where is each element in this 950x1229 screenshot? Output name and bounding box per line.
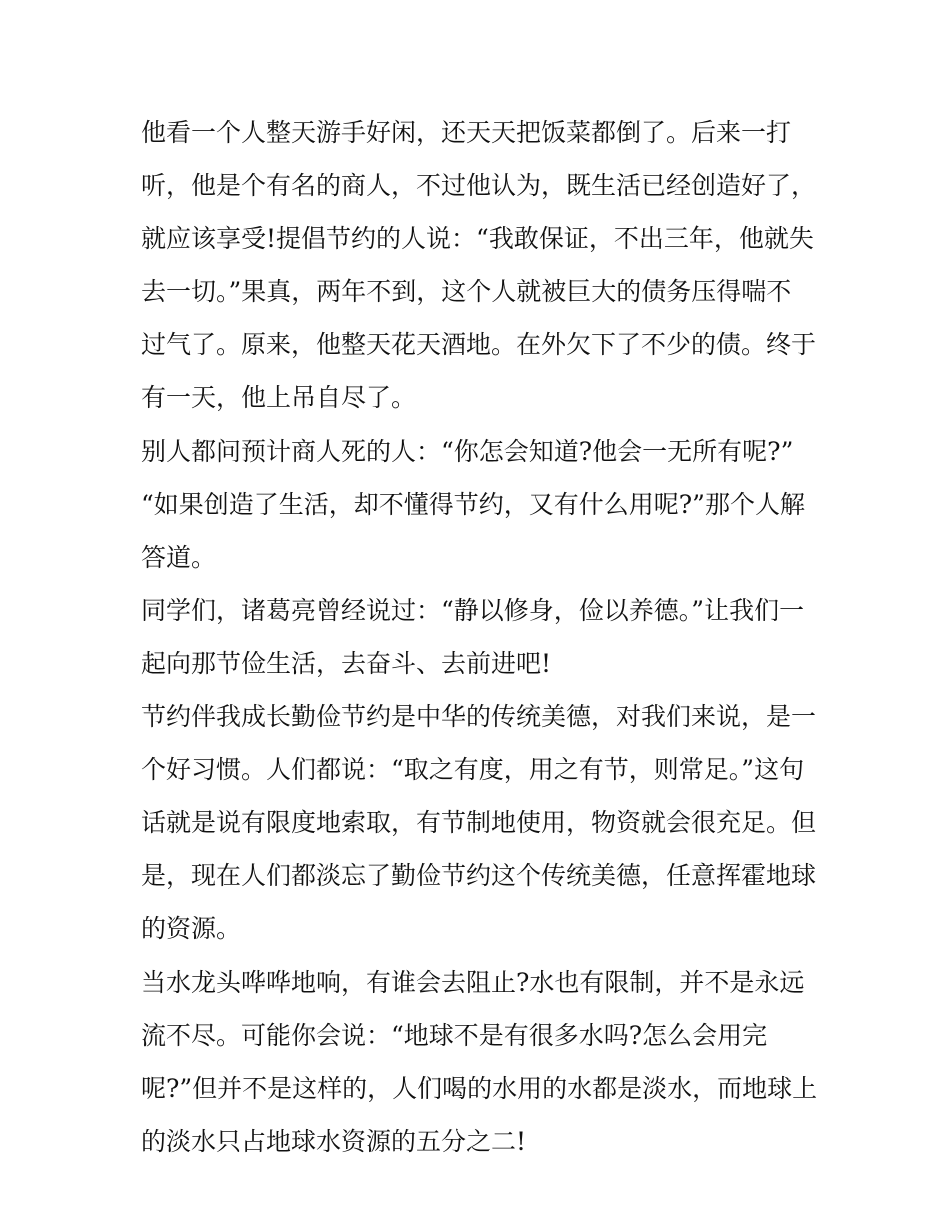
text-line: 当水龙头哗哗地响，有谁会去阻止?水也有限制，并不是永远: [141, 967, 805, 997]
text-line: 起向那节俭生活，去奋斗、去前进吧!: [141, 648, 552, 678]
text-line: 流不尽。可能你会说：“地球不是有很多水吗?怎么会用完: [141, 1020, 768, 1050]
text-line: 有一天，他上吊自尽了。: [141, 383, 417, 413]
text-line: 个好习惯。人们都说：“取之有度，用之有节，则常足。”这句: [141, 755, 805, 785]
body-text: [141, 106, 821, 1168]
text-line: 就应该享受!提倡节约的人说：“我敢保证，不出三年，他就失: [141, 224, 814, 254]
text-line: 的资源。: [141, 914, 242, 944]
text-line: 过气了。原来，他整天花天酒地。在外欠下了不少的债。终于: [141, 330, 817, 360]
text-line: 话就是说有限度地索取，有节制地使用，物资就会很充足。但: [141, 808, 817, 838]
text-line: 节约伴我成长勤俭节约是中华的传统美德，对我们来说，是一: [141, 702, 817, 732]
text-line: 同学们，诸葛亮曾经说过：“静以修身，俭以养德。”让我们一: [141, 595, 805, 625]
text-line: 呢?”但并不是这样的，人们喝的水用的水都是淡水，而地球上: [141, 1073, 818, 1103]
text-line: 别人都问预计商人死的人：“你怎会知道?他会一无所有呢?”: [141, 436, 794, 466]
text-line: 的淡水只占地球水资源的五分之二!: [141, 1126, 527, 1156]
text-line: 去一切。”果真，两年不到，这个人就被巨大的债务压得喘不: [141, 277, 792, 307]
text-line: “如果创造了生活，却不懂得节约，又有什么用呢?”那个人解: [141, 489, 805, 519]
text-line: 答道。: [141, 542, 217, 572]
text-line: 是，现在人们都淡忘了勤俭节约这个传统美德，任意挥霍地球: [141, 861, 817, 891]
text-line: 听，他是个有名的商人，不过他认为，既生活已经创造好了，: [141, 171, 817, 201]
text-line: 他看一个人整天游手好闲，还天天把饭菜都倒了。后来一打: [141, 118, 792, 147]
